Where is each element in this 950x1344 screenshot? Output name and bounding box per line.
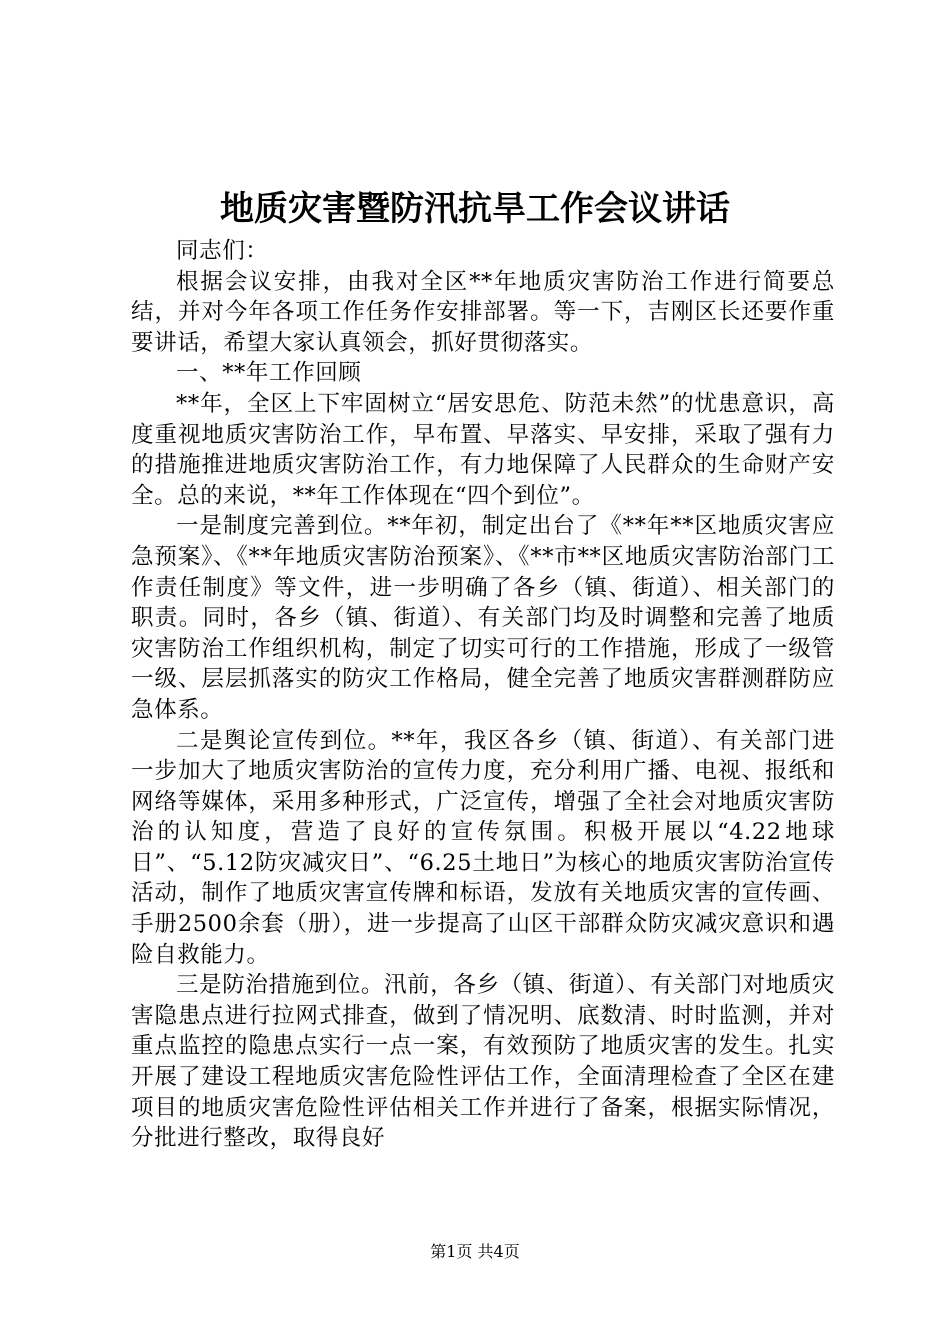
overview-paragraph: **年，全区上下牢固树立“居安思危、防范未然”的忧患意识，高度重视地质灾害防治工作，早布置、早落实、早安排，采取了强有力的措施推进地质灾害防治工作，有力地保障了人民群众的生命财产安全。总的来说，**年工作体现在“四个到位”。: [131, 390, 835, 509]
section-heading: 一、**年工作回顾: [176, 360, 362, 387]
point-one-paragraph: 一是制度完善到位。**年初，制定出台了《**年**区地质灾害应急预案》、《**年地质灾害防治预案》、《**市**区地质灾害防治部门工作责任制度》等文件，进一步明确了各乡（镇、街道）、相关部门的职责。同时，各乡（镇、街道）、有关部门均及时调整和完善了地质灾害防治工作组织机构，制定了切实可行的工作措施，形成了一级管一级、层层抓落实的防灾工作格局，健全完善了地质灾害群测群防应急体系。: [131, 513, 835, 723]
intro-paragraph: 根据会议安排，由我对全区**年地质灾害防治工作进行简要总结，并对今年各项工作任务作安排部署。等一下，吉刚区长还要作重要讲话，希望大家认真领会，抓好贯彻落实。: [131, 268, 835, 356]
point-three-paragraph: 三是防治措施到位。汛前，各乡（镇、街道）、有关部门对地质灾害隐患点进行拉网式排查，做到了情况明、底数清、时时监测，并对重点监控的隐患点实行一点一案，有效预防了地质灾害的发生。扎实开展了建设工程地质灾害危险性评估工作，全面清理检查了全区在建项目的地质灾害危险性评估相关工作并进行了备案，根据实际情况，分批进行整改，取得良好: [131, 972, 835, 1152]
document-title: 地质灾害暨防汛抗旱工作会议讲话: [220, 189, 730, 229]
point-two-paragraph: 二是舆论宣传到位。**年，我区各乡（镇、街道）、有关部门进一步加大了地质灾害防治的宣传力度，充分利用广播、电视、报纸和网络等媒体，采用多种形式，广泛宣传，增强了全社会对地质灾害防治的认知度，营造了良好的宣传氛围。积极开展以“4.22地球日”、“5.12防灾减灾日”、“6.25土地日”为核心的地质灾害防治宣传活动，制作了地质灾害宣传牌和标语，发放有关地质灾害的宣传画、手册2500余套（册），进一步提高了山区干部群众防灾减灾意识和遇险自救能力。: [131, 727, 835, 968]
page-footer: 第1页 共4页: [430, 1242, 520, 1261]
document-body: [131, 236, 835, 1154]
salutation-paragraph: 同志们：: [176, 238, 269, 264]
